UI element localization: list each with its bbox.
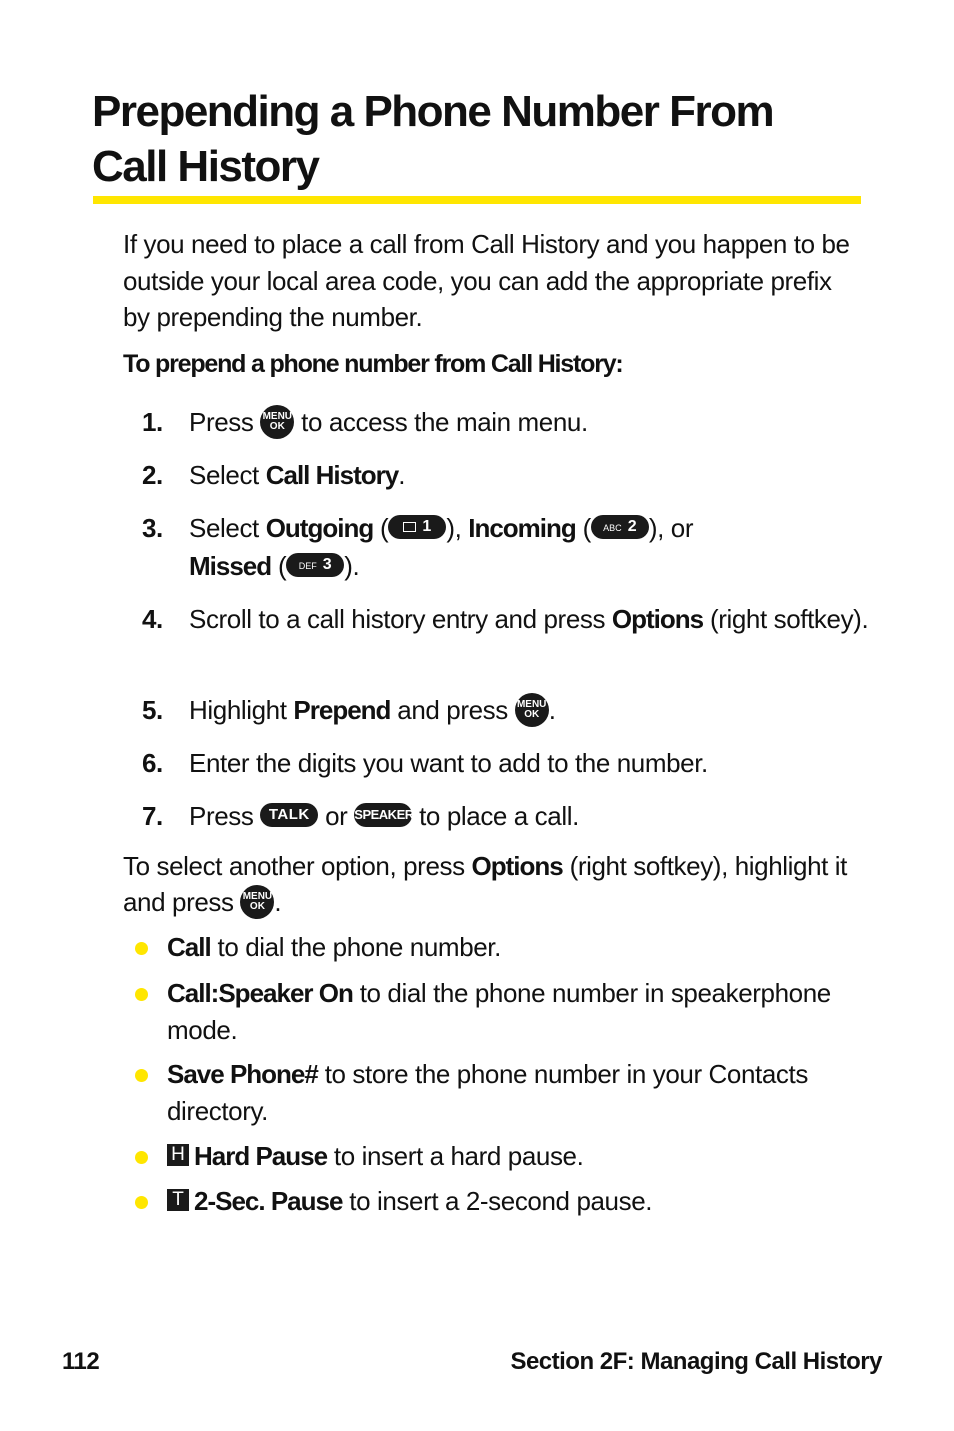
step-text: Highlight Prepend and press MENU OK . — [189, 691, 869, 729]
step-number: 4. — [142, 604, 163, 634]
option-text: Call to dial the phone number. — [167, 932, 501, 962]
menu-ok-key-icon: MENU OK — [240, 885, 274, 919]
bullet-icon — [135, 988, 148, 1001]
key-1-icon: 1 — [388, 515, 446, 539]
intro-paragraph: If you need to place a call from Call History and you happen to be outside your local area code, you can add the appropriate prefix by prepending the number. — [123, 229, 850, 332]
step-number: 3. — [142, 513, 163, 543]
page-number: 112 — [62, 1348, 100, 1375]
key-2-icon: ABC 2 — [591, 515, 649, 539]
step-number: 1. — [142, 407, 163, 437]
page-title — [92, 84, 872, 194]
bullet-icon — [135, 942, 148, 955]
envelope-icon — [403, 522, 416, 532]
step-number: 2. — [142, 460, 163, 490]
menu-ok-key-icon: MENU OK — [260, 405, 294, 439]
procedure-heading: To prepend a phone number from Call History: — [123, 350, 623, 378]
step-text: Select Call History. — [189, 460, 406, 490]
step-number: 6. — [142, 748, 163, 778]
step-number: 5. — [142, 695, 163, 725]
option-text: Call:Speaker On to dial the phone number in speakerphone mode. — [167, 978, 831, 1045]
bullet-icon — [135, 1151, 148, 1164]
step-text: Enter the digits you want to add to the number. — [189, 748, 708, 778]
timed-pause-icon: T — [167, 1189, 189, 1211]
step-text: Select Outgoing ( 1 ), Incoming ( ABC 2 ), or Missed ( DEF 3 ). — [189, 513, 694, 581]
hard-pause-icon: H — [167, 1144, 189, 1166]
speaker-key-icon: SPEAKER — [354, 803, 412, 827]
step-text: Press TALK or SPEAKER to place a call. — [189, 801, 579, 831]
step-text: Press MENU OK to access the main menu. — [189, 403, 869, 441]
step-text: Scroll to a call history entry and press Options (right softkey). — [189, 604, 869, 634]
key-3-icon: DEF 3 — [286, 553, 344, 577]
option-text: T 2-Sec. Pause to insert a 2-second pause. — [167, 1183, 867, 1220]
option-text: H Hard Pause to insert a hard pause. — [167, 1138, 867, 1175]
bullet-icon — [135, 1069, 148, 1082]
title-rule — [93, 196, 861, 204]
title-line-1: Prepending a Phone Number From — [92, 87, 774, 136]
talk-key-icon: TALK — [260, 803, 318, 827]
bullet-icon — [135, 1196, 148, 1209]
menu-ok-key-icon: MENU OK — [515, 693, 549, 727]
option-text: Save Phone# to store the phone number in your Contacts directory. — [167, 1059, 808, 1126]
options-paragraph: To select another option, press Options (right softkey), highlight it and press MENU OK . — [123, 848, 863, 921]
section-title: Section 2F: Managing Call History — [510, 1348, 882, 1375]
title-line-2: Call History — [92, 142, 319, 191]
step-number: 7. — [142, 801, 163, 831]
